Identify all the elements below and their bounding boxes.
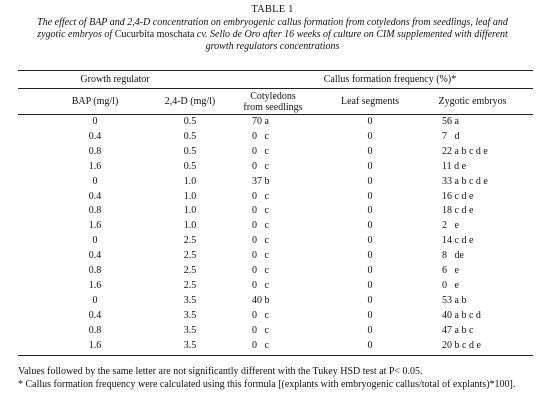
cell-24d: 3.5 [183, 339, 197, 351]
cell-leaf: 0 [367, 116, 373, 127]
table-caption [22, 17, 523, 53]
cell-cotyledons: 0 c [252, 235, 269, 247]
cell-leaf: 0 [367, 205, 373, 217]
table-row [0, 205, 545, 217]
cell-zygotic: 11 d e [442, 160, 467, 172]
cell-24d: 1.0 [183, 220, 197, 232]
cell-bap: 0.8 [88, 205, 102, 217]
table-label: TABLE 1 [251, 4, 294, 15]
cell-bap: 1.6 [88, 160, 102, 172]
cell-cotyledons: 0 c [252, 220, 269, 232]
cell-zygotic: 18 c d e [442, 205, 474, 217]
cell-leaf: 0 [367, 145, 373, 157]
cell-24d: 2.5 [183, 265, 197, 276]
cell-zygotic: 16 c d e [442, 190, 474, 202]
header-divider [18, 88, 533, 89]
cell-zygotic: 20 b c d e [442, 339, 481, 351]
table-row [0, 146, 545, 158]
cell-bap: 0 [92, 116, 98, 127]
note-formula: * Callus formation frequency were calculated using this formula [(explants with embryogenic callus/total of explants)*100]. [18, 379, 516, 390]
cell-24d: 0.5 [183, 160, 197, 172]
cell-cotyledons: 40 b [252, 294, 270, 306]
cell-cotyledons: 0 c [252, 250, 269, 262]
header-growth-regulator: Growth regulator [80, 74, 150, 85]
cell-24d: 3.5 [183, 294, 197, 306]
cell-24d: 0.5 [183, 145, 197, 157]
table-row [0, 176, 545, 188]
cell-bap: 0.4 [88, 130, 102, 142]
cell-24d: 3.5 [183, 309, 197, 321]
cell-cotyledons: 0 c [252, 190, 269, 202]
cell-zygotic: 8 de [442, 250, 464, 262]
col-header-bap: BAP (mg/l) [71, 96, 119, 107]
cell-cotyledons: 0 c [252, 324, 269, 336]
cell-zygotic: 53 a b [442, 294, 467, 306]
table-row [0, 310, 545, 322]
cell-bap: 1.6 [88, 279, 102, 291]
cell-24d: 0.5 [183, 130, 197, 142]
table-row [0, 161, 545, 173]
cell-leaf: 0 [367, 235, 373, 247]
col-header-cotyledons [228, 91, 318, 113]
cell-leaf: 0 [367, 265, 373, 276]
cell-leaf: 0 [367, 294, 373, 306]
header-bottom-rule [18, 114, 533, 115]
cell-leaf: 0 [367, 160, 373, 172]
cell-zygotic: 0 e [442, 279, 459, 291]
cell-leaf: 0 [367, 220, 373, 232]
cell-bap: 0.4 [88, 250, 102, 262]
cell-leaf: 0 [367, 190, 373, 202]
cell-bap: 0.8 [88, 145, 102, 157]
table-row [0, 191, 545, 203]
cell-leaf: 0 [367, 279, 373, 291]
cell-cotyledons: 0 c [252, 145, 269, 157]
cell-leaf: 0 [367, 175, 373, 187]
cell-cotyledons: 0 c [252, 279, 269, 291]
cell-leaf: 0 [367, 324, 373, 336]
cell-bap: 0.8 [88, 265, 102, 276]
cell-cotyledons: 0 c [252, 160, 269, 172]
table-row [0, 265, 545, 277]
col-header-zygotic: Zygotic embryos [438, 96, 507, 107]
cell-bap: 0.4 [88, 309, 102, 321]
header-callus-frequency: Callus formation frequency (%)* [323, 74, 457, 85]
cell-24d: 1.0 [183, 205, 197, 217]
cell-bap: 1.6 [88, 339, 102, 351]
cell-cotyledons: 0 c [252, 339, 269, 351]
table-row [0, 340, 545, 352]
cell-zygotic: 56 a [442, 116, 459, 127]
cell-bap: 1.6 [88, 220, 102, 232]
cell-leaf: 0 [367, 309, 373, 321]
table-row [0, 325, 545, 337]
cell-zygotic: 2 e [442, 220, 459, 232]
cell-leaf: 0 [367, 339, 373, 351]
cell-24d: 0.5 [183, 116, 197, 127]
cell-24d: 2.5 [183, 250, 197, 262]
caption-part-1: The effect of BAP and 2,4-D concentration on embryogenic callus formation from cotyledons from seedlings, leaf and zygotic embryos of [37, 17, 508, 40]
cell-cotyledons: 0 c [252, 265, 269, 276]
table-row [0, 235, 545, 247]
cell-cotyledons: 0 c [252, 309, 269, 321]
cell-zygotic: 14 c d e [442, 235, 474, 247]
cell-24d: 1.0 [183, 175, 197, 187]
cell-cotyledons: 0 c [252, 130, 269, 142]
cell-bap: 0.8 [88, 324, 102, 336]
cell-zygotic: 7 d [442, 130, 460, 142]
cell-zygotic: 47 a b c [442, 324, 474, 336]
top-rule [18, 70, 533, 71]
cell-zygotic: 6 e [442, 265, 459, 276]
cell-zygotic: 40 a b c d [442, 309, 481, 321]
col-header-24d: 2,4-D (mg/l) [164, 96, 216, 107]
cell-cotyledons: 0 c [252, 205, 269, 217]
caption-species: Cucurbita moschata [114, 29, 195, 40]
table-row [0, 220, 545, 232]
cell-24d: 1.0 [183, 190, 197, 202]
table-row [0, 116, 545, 128]
caption-part-3: cv. Sello de Oro after 16 weeks of culture on CIM supplemented with different growth regulators concentrations [194, 29, 508, 52]
table-row [0, 131, 545, 143]
table-row [0, 250, 545, 262]
cell-bap: 0 [92, 175, 98, 187]
cell-bap: 0.4 [88, 190, 102, 202]
cell-cotyledons: 70 a [252, 116, 269, 127]
cell-leaf: 0 [367, 130, 373, 142]
cell-24d: 3.5 [183, 324, 197, 336]
col-header-cotyledons-line2: from seedlings [243, 102, 303, 113]
cell-leaf: 0 [367, 250, 373, 262]
cell-24d: 2.5 [183, 279, 197, 291]
col-header-cotyledons-line1: Cotyledons [250, 91, 296, 102]
col-header-leaf: Leaf segments [340, 96, 400, 107]
cell-zygotic: 22 a b c d e [442, 145, 488, 157]
table-row [0, 295, 545, 307]
note-significance: Values followed by the same letter are not significantly different with the Tukey HSD test at P< 0.05. [18, 366, 423, 377]
cell-cotyledons: 37 b [252, 175, 270, 187]
bottom-rule [18, 355, 533, 356]
cell-bap: 0 [92, 294, 98, 306]
cell-zygotic: 33 a b c d e [442, 175, 488, 187]
cell-24d: 2.5 [183, 235, 197, 247]
cell-bap: 0 [92, 235, 98, 247]
table-row [0, 280, 545, 292]
